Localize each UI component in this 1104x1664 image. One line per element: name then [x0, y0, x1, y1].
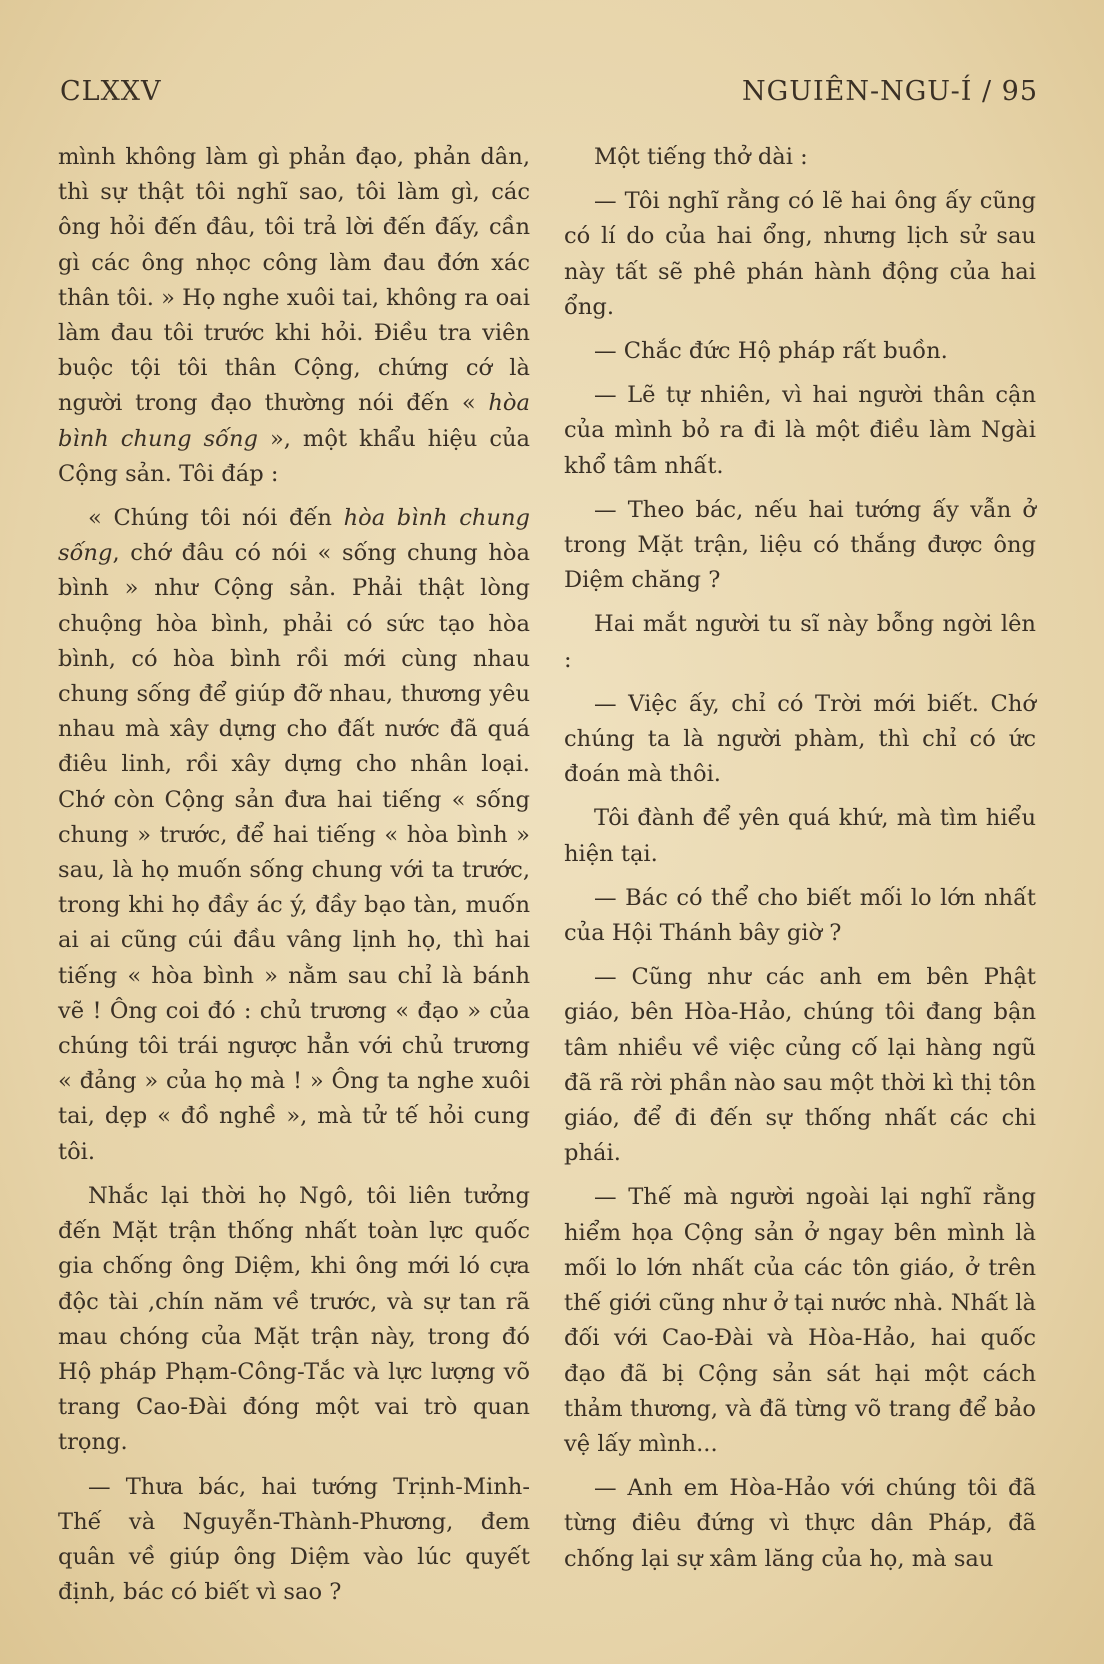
- text-run: Một tiếng thở dài :: [594, 144, 808, 170]
- text-run: — Chắc đức Hộ pháp rất buồn.: [594, 338, 948, 365]
- text-run: Nhắc lại thời họ Ngô, tôi liên tưởng đến Mặt trận thống nhất toàn lực quốc gia chống ông Diệm, khi ông mới ló cựa độc tài ,chín năm về trước, và sự tan rã mau chóng của Mặt trận này, trong đó Hộ pháp Phạm-Công-Tắc và lực lượng võ trang Cao-Đài đóng một vai trò quan trọng.: [58, 1182, 530, 1456]
- paragraph: [564, 687, 1036, 793]
- paragraph: [564, 493, 1036, 599]
- paragraph: [58, 1179, 530, 1461]
- paragraph: [564, 1180, 1036, 1462]
- paragraph: [564, 1471, 1036, 1577]
- text-run: — Tôi nghĩ rằng có lẽ hai ông ấy cũng có lí do của hai ổng, nhưng lịch sử sau này tất sẽ phê phán hành động của hai ổng.: [564, 188, 1036, 320]
- text-run: Tôi đành để yên quá khứ, mà tìm hiểu hiện tại.: [564, 805, 1036, 867]
- text-run: », một khẩu hiệu của Cộng sản. Tôi đáp :: [58, 425, 530, 487]
- paragraph: [564, 140, 1036, 175]
- paragraph: [564, 960, 1036, 1171]
- text-run: — Việc ấy, chỉ có Trời mới biết. Chớ chúng ta là người phàm, thì chỉ có ức đoán mà thôi.: [564, 690, 1036, 788]
- title-and-page-number: NGUIÊN-NGU-Í / 95: [742, 76, 1038, 107]
- text-run: — Cũng như các anh em bên Phật giáo, bên Hòa-Hảo, chúng tôi đang bận tâm nhiều về việc củng cố lại hàng ngũ đã rã rời phần nào sau một thời kì thị tôn giáo, để đi đến sự thống nhất các chi phái.: [564, 964, 1036, 1167]
- text-run: — Thế mà người ngoài lại nghĩ rằng hiểm họa Cộng sản ở ngay bên mình là mối lo lớn nhất của các tôn giáo, ở trên thế giới cũng như ở tại nước nhà. Nhất là đối với Cao-Đài và Hòa-Hảo, hai quốc đạo đã bị Cộng sản sát hại một cách thảm thương, và đã từng võ trang để bảo vệ lấy mình...: [564, 1184, 1036, 1457]
- paragraph: [564, 881, 1036, 951]
- text-run: « Chúng tôi nói đến: [88, 505, 344, 532]
- paragraph: [58, 501, 530, 1170]
- text-run: — Theo bác, nếu hai tướng ấy vẫn ở trong Mặt trận, liệu có thắng được ông Diệm chăng ?: [564, 496, 1036, 594]
- text-run: — Anh em Hòa-Hảo với chúng tôi đã từng điêu đứng vì thực dân Pháp, đã chống lại sự xâm lăng của họ, mà sau: [564, 1475, 1036, 1572]
- italic-phrase: hòa bình chung sống: [58, 505, 530, 567]
- left-text-column: [58, 140, 530, 1619]
- paragraph: [564, 607, 1036, 677]
- text-run: — Bác có thể cho biết mối lo lớn nhất của Hội Thánh bây giờ ?: [564, 884, 1036, 947]
- paragraph: [564, 801, 1036, 871]
- text-run: Hai mắt người tu sĩ này bỗng ngời lên :: [564, 611, 1036, 673]
- running-header: [60, 76, 1038, 116]
- section-number: CLXXV: [60, 76, 162, 107]
- paragraph: [58, 140, 530, 492]
- paragraph: [564, 334, 1036, 369]
- text-run: mình không làm gì phản đạo, phản dân, thì sự thật tôi nghĩ sao, tôi làm gì, các ông hỏi đến đâu, tôi trả lời đến đấy, cần gì các ông nhọc công làm đau đớn xác thân tôi. » Họ nghe xuôi tai, không ra oai làm đau tôi trước khi hỏi. Điều tra viên buộc tội tôi thân Cộng, chứng cớ là người trong đạo thường nói đến «: [58, 144, 530, 417]
- paragraph: [58, 1470, 530, 1611]
- text-run: — Lẽ tự nhiên, vì hai người thân cận của mình bỏ ra đi là một điều làm Ngài khổ tâm nhất.: [564, 382, 1036, 479]
- italic-phrase: hòa bình chung sống: [58, 390, 530, 452]
- text-run: , chớ đâu có nói « sống chung hòa bình » như Cộng sản. Phải thật lòng chuộng hòa bình, phải có sức tạo hòa bình, có hòa bình rồi mới cùng nhau chung sống để giúp đỡ nhau, thương yêu nhau mà xây dựng cho đất nước đã quá điêu linh, rồi xây dựng cho nhân loại. Chớ còn Cộng sản đưa hai tiếng « sống chung » trước, để hai tiếng « hòa bình » sau, là họ muốn sống chung với ta trước, trong khi họ đầy ác ý, đầy bạo tàn, muốn ai ai cũng cúi đầu vâng lịnh họ, thì hai tiếng « hòa bình » nằm sau chỉ là bánh vẽ ! Ông coi đó : chủ trương « đạo » của chúng tôi trái ngược hẳn với chủ trương « đảng » của họ mà ! » Ông ta nghe xuôi tai, dẹp « đồ nghề », mà tử tế hỏi cung tôi.: [58, 540, 530, 1165]
- paragraph: [564, 184, 1036, 325]
- right-text-column: [564, 140, 1036, 1586]
- text-run: — Thưa bác, hai tướng Trịnh-Minh-Thế và Nguyễn-Thành-Phương, đem quân về giúp ông Diệm vào lúc quyết định, bác có biết vì sao ?: [58, 1473, 530, 1606]
- paragraph: [564, 378, 1036, 484]
